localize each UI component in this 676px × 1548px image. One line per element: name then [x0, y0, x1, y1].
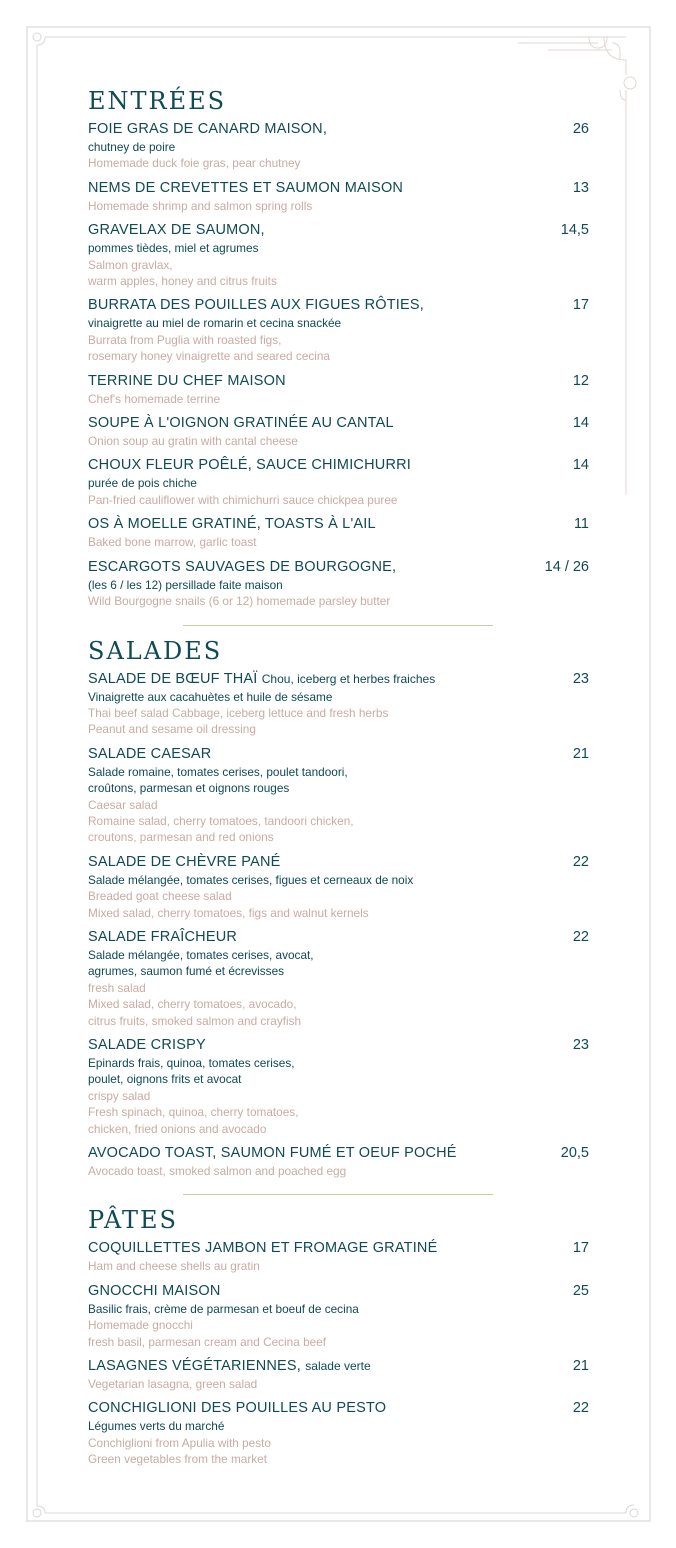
dish-description-fr: Salade romaine, tomates cerises, poulet tandoori,	[88, 764, 348, 779]
dish-description-en: Thai beef salad Cabbage, iceberg lettuce and fresh herbs	[88, 705, 389, 720]
dish-description-en: Onion soup au gratin with cantal cheese	[88, 434, 298, 449]
dish-description-en: rosemary honey vinaigrette and seared cecina	[88, 349, 330, 364]
dish-name: GNOCCHI MAISON	[88, 1282, 221, 1299]
dish-inline-description: Chou, iceberg et herbes fraiches	[261, 671, 436, 686]
dish-name: SOUPE À L'OIGNON GRATINÉE AU CANTAL	[88, 415, 394, 432]
dish-description-fr: purée de pois chiche	[88, 476, 197, 491]
menu-item	[88, 1036, 589, 1137]
dish-name: NEMS DE CREVETTES ET SAUMON MAISON	[88, 179, 404, 196]
dish-price: 20,5	[560, 1145, 589, 1162]
dish-description-fr: Salade mélangée, tomates cerises, figues et cerneaux de noix	[88, 872, 414, 887]
dish-price: 22	[572, 1400, 589, 1417]
dish-price: 17	[572, 1240, 589, 1257]
dish-description-en: Wild Bourgogne snails (6 or 12) homemade parsley butter	[88, 594, 391, 609]
dish-name: TERRINE DU CHEF MAISON	[88, 372, 286, 389]
menu-item	[88, 414, 589, 449]
dish-description-fr: Basilic frais, crème de parmesan et boeuf de cecina	[88, 1301, 359, 1316]
menu-item	[88, 1282, 589, 1350]
dish-description-en: warm apples, honey and citrus fruits	[88, 274, 277, 289]
menu-item	[88, 1144, 589, 1179]
menu-item	[88, 1357, 589, 1392]
dish-name: BURRATA DES POUILLES AUX FIGUES RÔTIES,	[88, 297, 425, 314]
section-divider	[183, 625, 493, 626]
dish-name: LASAGNES VÉGÉTARIENNES, salade verte	[88, 1358, 371, 1375]
dish-price: 14,5	[560, 222, 589, 239]
menu-section	[88, 1205, 589, 1467]
menu-item	[88, 120, 589, 172]
dish-description-en: Romaine salad, cherry tomatoes, tandoori chicken,	[88, 813, 354, 828]
dish-description-fr: pommes tièdes, miel et agrumes	[88, 241, 259, 256]
dish-name: FOIE GRAS DE CANARD MAISON,	[88, 121, 328, 137]
dish-name: SALADE DE CHÈVRE PANÉ	[88, 853, 281, 870]
menu-section	[88, 86, 589, 626]
dish-name: SALADE FRAÎCHEUR	[88, 928, 238, 945]
dish-description-en: Homemade gnocchi	[88, 1318, 193, 1333]
dish-price: 22	[572, 853, 589, 870]
dish-description-fr: croûtons, parmesan et oignons rouges	[88, 781, 290, 796]
dish-description-en: Caesar salad	[88, 797, 158, 812]
menu-item	[88, 179, 589, 214]
dish-description-en: Fresh spinach, quinoa, cherry tomatoes,	[88, 1105, 299, 1120]
dish-description-en: Breaded goat cheese salad	[88, 889, 232, 904]
menu-item	[88, 221, 589, 289]
section-title: ENTRÉES	[88, 87, 227, 115]
dish-price: 12	[572, 372, 589, 389]
menu-item	[88, 456, 589, 508]
dish-price: 25	[572, 1282, 589, 1299]
dish-description-en: fresh basil, parmesan cream and Cecina beef	[88, 1334, 327, 1349]
dish-name: CONCHIGLIONI DES POUILLES AU PESTO	[88, 1400, 387, 1417]
dish-price: 14 / 26	[544, 558, 589, 575]
menu-item	[88, 853, 589, 921]
dish-inline-description: salade verte	[305, 1359, 371, 1374]
dish-price: 13	[572, 179, 589, 196]
menu-item	[88, 296, 589, 364]
dish-description-fr: Vinaigrette aux cacahuètes et huile de sésame	[88, 689, 333, 704]
menu-item	[88, 1399, 589, 1467]
dish-name: CHOUX FLEUR POÊLÉ, SAUCE CHIMICHURRI	[88, 457, 412, 474]
section-title: PÂTES	[88, 1206, 178, 1235]
dish-price: 22	[572, 928, 589, 945]
dish-description-fr: Salade mélangée, tomates cerises, avocat,	[88, 947, 314, 962]
dish-description-fr: poulet, oignons frits et avocat	[88, 1072, 242, 1087]
dish-price: 14	[572, 457, 589, 474]
dish-description-en: fresh salad	[88, 980, 146, 995]
dish-description-fr: vinaigrette au miel de romarin et cecina snackée	[88, 316, 342, 331]
menu-item	[88, 928, 589, 1029]
dish-description-en: Chef's homemade terrine	[88, 391, 221, 406]
menu-item	[88, 745, 589, 846]
dish-description-en: Mixed salad, cherry tomatoes, figs and walnut kernels	[88, 905, 369, 920]
dish-price: 21	[572, 745, 589, 762]
dish-description-en: croutons, parmesan and red onions	[88, 830, 274, 845]
dish-name: OS À MOELLE GRATINÉ, TOASTS À L'AIL	[88, 516, 376, 533]
dish-description-en: Avocado toast, smoked salmon and poached egg	[88, 1164, 347, 1179]
dish-description-en: Homemade duck foie gras, pear chutney	[88, 156, 301, 171]
dish-description-fr: Légumes verts du marché	[88, 1419, 225, 1434]
dish-price: 21	[572, 1358, 589, 1375]
dish-description-fr: (les 6 / les 12) persillade faite maison	[88, 577, 283, 592]
dish-name: SALADE DE BŒUF THAÏ Chou, iceberg et herbes fraiches	[88, 670, 436, 687]
dish-description-en: crispy salad	[88, 1088, 151, 1103]
dish-description-en: Homemade shrimp and salmon spring rolls	[88, 198, 313, 213]
dish-name: GRAVELAX DE SAUMON,	[88, 222, 265, 239]
dish-name: ESCARGOTS SAUVAGES DE BOURGOGNE,	[88, 558, 397, 575]
section-divider	[183, 1194, 493, 1195]
dish-price: 11	[573, 516, 589, 533]
dish-description-en: Mixed salad, cherry tomatoes, avocado,	[88, 997, 297, 1012]
dish-name: SALADE CAESAR	[88, 745, 212, 762]
dish-description-en: chicken, fried onions and avocado	[88, 1121, 267, 1136]
menu-item	[88, 372, 589, 407]
dish-price: 17	[572, 297, 589, 314]
dish-name: COQUILLETTES JAMBON ET FROMAGE GRATINÉ	[88, 1240, 438, 1257]
dish-description-en: Vegetarian lasagna, green salad	[88, 1377, 258, 1392]
dish-description-en: Green vegetables from the market	[88, 1452, 268, 1467]
menu-section	[88, 636, 589, 1196]
dish-description-fr: chutney de poire	[88, 140, 176, 154]
dish-description-en: Burrata from Puglia with roasted figs,	[88, 332, 282, 347]
dish-description-en: Baked bone marrow, garlic toast	[88, 535, 257, 550]
dish-description-en: Salmon gravlax,	[88, 257, 173, 272]
menu-item	[88, 558, 589, 610]
menu-item	[88, 670, 589, 738]
menu-content	[88, 86, 589, 1475]
dish-price: 23	[572, 1037, 589, 1053]
dish-description-en: Pan-fried cauliflower with chimichurri sauce chickpea puree	[88, 492, 398, 507]
dish-name: SALADE CRISPY	[88, 1037, 206, 1053]
dish-name: AVOCADO TOAST, SAUMON FUMÉ ET OEUF POCHÉ	[88, 1145, 457, 1162]
dish-description-fr: agrumes, saumon fumé et écrevisses	[88, 964, 285, 979]
dish-price: 23	[572, 670, 589, 687]
dish-price: 26	[572, 121, 589, 137]
dish-description-en: Conchiglioni from Apulia with pesto	[88, 1435, 271, 1450]
dish-description-fr: Epinards frais, quinoa, tomates cerises,	[88, 1056, 295, 1070]
section-title: SALADES	[88, 636, 223, 665]
dish-price: 14	[572, 415, 589, 432]
dish-description-en: citrus fruits, smoked salmon and crayfish	[88, 1013, 302, 1028]
dish-description-en: Peanut and sesame oil dressing	[88, 722, 256, 737]
menu-item	[88, 1239, 589, 1274]
menu-item	[88, 515, 589, 550]
dish-description-en: Ham and cheese shells au gratin	[88, 1259, 260, 1274]
